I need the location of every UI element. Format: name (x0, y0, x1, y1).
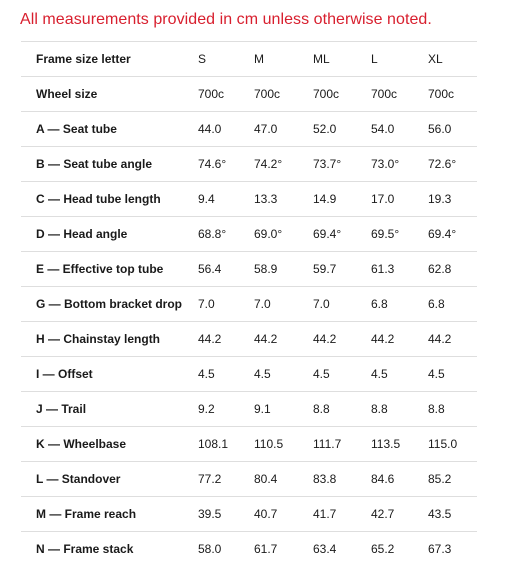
row-label: N — Frame stack (21, 532, 198, 567)
measurement-cell: 113.5 (371, 427, 428, 462)
measurement-cell: 65.2 (371, 532, 428, 567)
table-row (21, 112, 477, 147)
row-label: I — Offset (21, 357, 198, 392)
measurement-cell: 700c (254, 77, 313, 112)
table-row (21, 497, 477, 532)
measurement-cell: 4.5 (313, 357, 371, 392)
measurement-cell: 52.0 (313, 112, 371, 147)
measurement-cell: 4.5 (254, 357, 313, 392)
measurement-cell: 84.6 (371, 462, 428, 497)
measurement-cell: 69.4° (313, 217, 371, 252)
measurement-cell: 4.5 (371, 357, 428, 392)
size-header-cell: XL (428, 42, 477, 77)
measurement-cell: 8.8 (371, 392, 428, 427)
measurement-cell: 44.2 (428, 322, 477, 357)
measurement-cell: 74.6° (198, 147, 254, 182)
measurement-cell: 110.5 (254, 427, 313, 462)
row-label: D — Head angle (21, 217, 198, 252)
measurement-cell: 67.3 (428, 532, 477, 567)
table-row (21, 322, 477, 357)
geometry-table-body (21, 42, 477, 567)
measurement-cell: 56.4 (198, 252, 254, 287)
measurement-cell: 7.0 (313, 287, 371, 322)
measurement-cell: 58.0 (198, 532, 254, 567)
measurement-cell: 6.8 (428, 287, 477, 322)
measurement-cell: 14.9 (313, 182, 371, 217)
row-label: J — Trail (21, 392, 198, 427)
measurement-cell: 13.3 (254, 182, 313, 217)
row-label: B — Seat tube angle (21, 147, 198, 182)
measurement-cell: 44.2 (198, 322, 254, 357)
measurement-cell: 59.7 (313, 252, 371, 287)
measurement-cell: 700c (371, 77, 428, 112)
measurement-cell: 19.3 (428, 182, 477, 217)
measurement-cell: 8.8 (313, 392, 371, 427)
table-row (21, 392, 477, 427)
measurement-cell: 44.2 (313, 322, 371, 357)
measurement-cell: 108.1 (198, 427, 254, 462)
row-label: C — Head tube length (21, 182, 198, 217)
measurement-cell: 77.2 (198, 462, 254, 497)
measurement-cell: 7.0 (254, 287, 313, 322)
row-label: M — Frame reach (21, 497, 198, 532)
size-header-cell: ML (313, 42, 371, 77)
units-note: All measurements provided in cm unless otherwise noted. (20, 11, 432, 28)
measurement-cell: 111.7 (313, 427, 371, 462)
table-row (21, 357, 477, 392)
measurement-cell: 700c (428, 77, 477, 112)
measurement-cell: 17.0 (371, 182, 428, 217)
measurement-cell: 58.9 (254, 252, 313, 287)
measurement-cell: 69.5° (371, 217, 428, 252)
measurement-cell: 73.7° (313, 147, 371, 182)
measurement-cell: 68.8° (198, 217, 254, 252)
measurement-cell: 61.7 (254, 532, 313, 567)
measurement-cell: 39.5 (198, 497, 254, 532)
table-row (21, 462, 477, 497)
measurement-cell: 61.3 (371, 252, 428, 287)
size-header-cell: S (198, 42, 254, 77)
size-header-cell: M (254, 42, 313, 77)
measurement-cell: 9.2 (198, 392, 254, 427)
table-row (21, 532, 477, 567)
table-header-row (21, 42, 477, 77)
measurement-cell: 9.4 (198, 182, 254, 217)
table-row (21, 287, 477, 322)
row-label: K — Wheelbase (21, 427, 198, 462)
row-label: L — Standover (21, 462, 198, 497)
row-header-label: Frame size letter (21, 42, 198, 77)
measurement-cell: 44.2 (254, 322, 313, 357)
measurement-cell: 40.7 (254, 497, 313, 532)
table-row (21, 252, 477, 287)
measurement-cell: 44.2 (371, 322, 428, 357)
row-label: E — Effective top tube (21, 252, 198, 287)
measurement-cell: 85.2 (428, 462, 477, 497)
measurement-cell: 73.0° (371, 147, 428, 182)
table-row (21, 77, 477, 112)
measurement-cell: 6.8 (371, 287, 428, 322)
measurement-cell: 74.2° (254, 147, 313, 182)
measurement-cell: 72.6° (428, 147, 477, 182)
table-row (21, 147, 477, 182)
table-row (21, 182, 477, 217)
measurement-cell: 8.8 (428, 392, 477, 427)
measurement-cell: 42.7 (371, 497, 428, 532)
measurement-cell: 41.7 (313, 497, 371, 532)
row-label: G — Bottom bracket drop (21, 287, 198, 322)
measurement-cell: 9.1 (254, 392, 313, 427)
measurement-cell: 62.8 (428, 252, 477, 287)
measurement-cell: 44.0 (198, 112, 254, 147)
measurement-cell: 4.5 (428, 357, 477, 392)
measurement-cell: 56.0 (428, 112, 477, 147)
table-row (21, 217, 477, 252)
measurement-cell: 4.5 (198, 357, 254, 392)
measurement-cell: 115.0 (428, 427, 477, 462)
measurement-cell: 43.5 (428, 497, 477, 532)
row-label: A — Seat tube (21, 112, 198, 147)
measurement-cell: 63.4 (313, 532, 371, 567)
measurement-cell: 54.0 (371, 112, 428, 147)
measurement-cell: 700c (198, 77, 254, 112)
measurement-cell: 700c (313, 77, 371, 112)
size-header-cell: L (371, 42, 428, 77)
measurement-cell: 7.0 (198, 287, 254, 322)
measurement-cell: 47.0 (254, 112, 313, 147)
table-row (21, 427, 477, 462)
measurement-cell: 80.4 (254, 462, 313, 497)
geometry-table (21, 41, 477, 566)
measurement-cell: 83.8 (313, 462, 371, 497)
row-label: H — Chainstay length (21, 322, 198, 357)
measurement-cell: 69.0° (254, 217, 313, 252)
row-label: Wheel size (21, 77, 198, 112)
measurement-cell: 69.4° (428, 217, 477, 252)
